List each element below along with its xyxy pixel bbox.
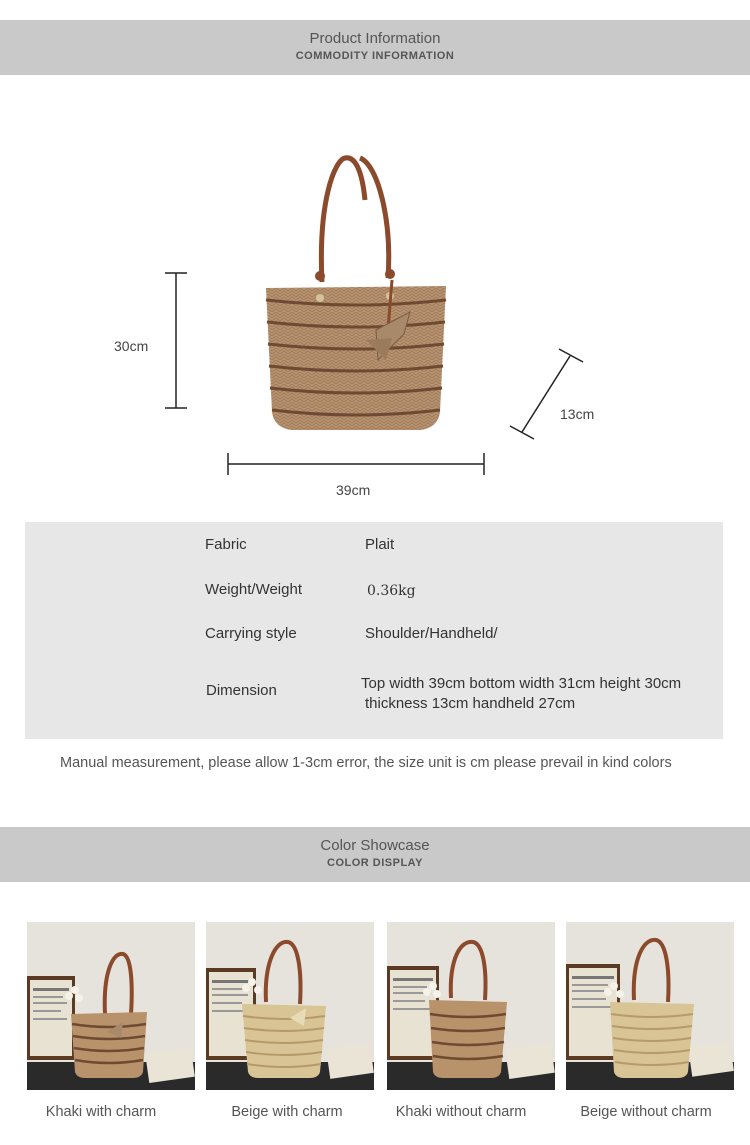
color-showcase-subtitle: COLOR DISPLAY: [327, 857, 423, 869]
spec-value-dimension-line2: thickness 13cm handheld 27cm: [365, 695, 576, 712]
spec-table: [25, 522, 723, 739]
color-showcase-banner: [0, 827, 750, 882]
bag-handle-right: [360, 158, 389, 278]
spec-key-weight: Weight/Weight: [205, 581, 302, 598]
straw-tote-bag: [266, 269, 446, 430]
color-showcase-title: Color Showcase: [320, 837, 430, 854]
color-caption-beige-no-charm: Beige without charm: [580, 1104, 712, 1120]
color-thumb-khaki-no-charm[interactable]: [387, 922, 555, 1090]
product-info-subtitle: COMMODITY INFORMATION: [295, 50, 455, 62]
depth-label: 13cm: [560, 406, 595, 422]
bag-handle-left: [321, 158, 365, 282]
product-dimension-illustration: [0, 140, 750, 510]
color-thumb-khaki-charm[interactable]: [27, 922, 195, 1090]
width-dimension-line: [228, 453, 484, 475]
product-info-banner: [0, 20, 750, 75]
depth-dimension-line: [510, 349, 583, 439]
spec-value-weight: 0.36kg: [367, 583, 416, 599]
spec-key-carrying-style: Carrying style: [205, 625, 297, 642]
color-caption-khaki-charm: Khaki with charm: [45, 1104, 157, 1120]
spec-key-fabric: Fabric: [205, 536, 247, 553]
measurement-note: Manual measurement, please allow 1-3cm error, the size unit is cm please prevail in kind colors: [60, 755, 672, 771]
spec-value-fabric: Plait: [365, 536, 395, 553]
color-thumb-beige-no-charm[interactable]: [566, 922, 734, 1090]
bag-photo-khaki-charm: [27, 922, 195, 1090]
spec-value-carrying-style: Shoulder/Handheld/: [365, 625, 498, 642]
width-label: 39cm: [336, 482, 371, 498]
color-thumb-beige-charm[interactable]: [206, 922, 374, 1090]
bag-photo-khaki-no-charm: [387, 922, 555, 1090]
height-label: 30cm: [114, 338, 149, 354]
height-dimension-line: [165, 273, 187, 408]
spec-key-dimension: Dimension: [206, 682, 277, 699]
color-caption-khaki-no-charm: Khaki without charm: [395, 1104, 527, 1120]
product-info-title: Product Information: [309, 30, 441, 47]
bag-photo-beige-charm: [206, 922, 374, 1090]
spec-value-dimension-line1: Top width 39cm bottom width 31cm height 30cm: [361, 675, 682, 692]
bag-photo-beige-no-charm: [566, 922, 734, 1090]
color-caption-beige-charm: Beige with charm: [231, 1104, 343, 1120]
